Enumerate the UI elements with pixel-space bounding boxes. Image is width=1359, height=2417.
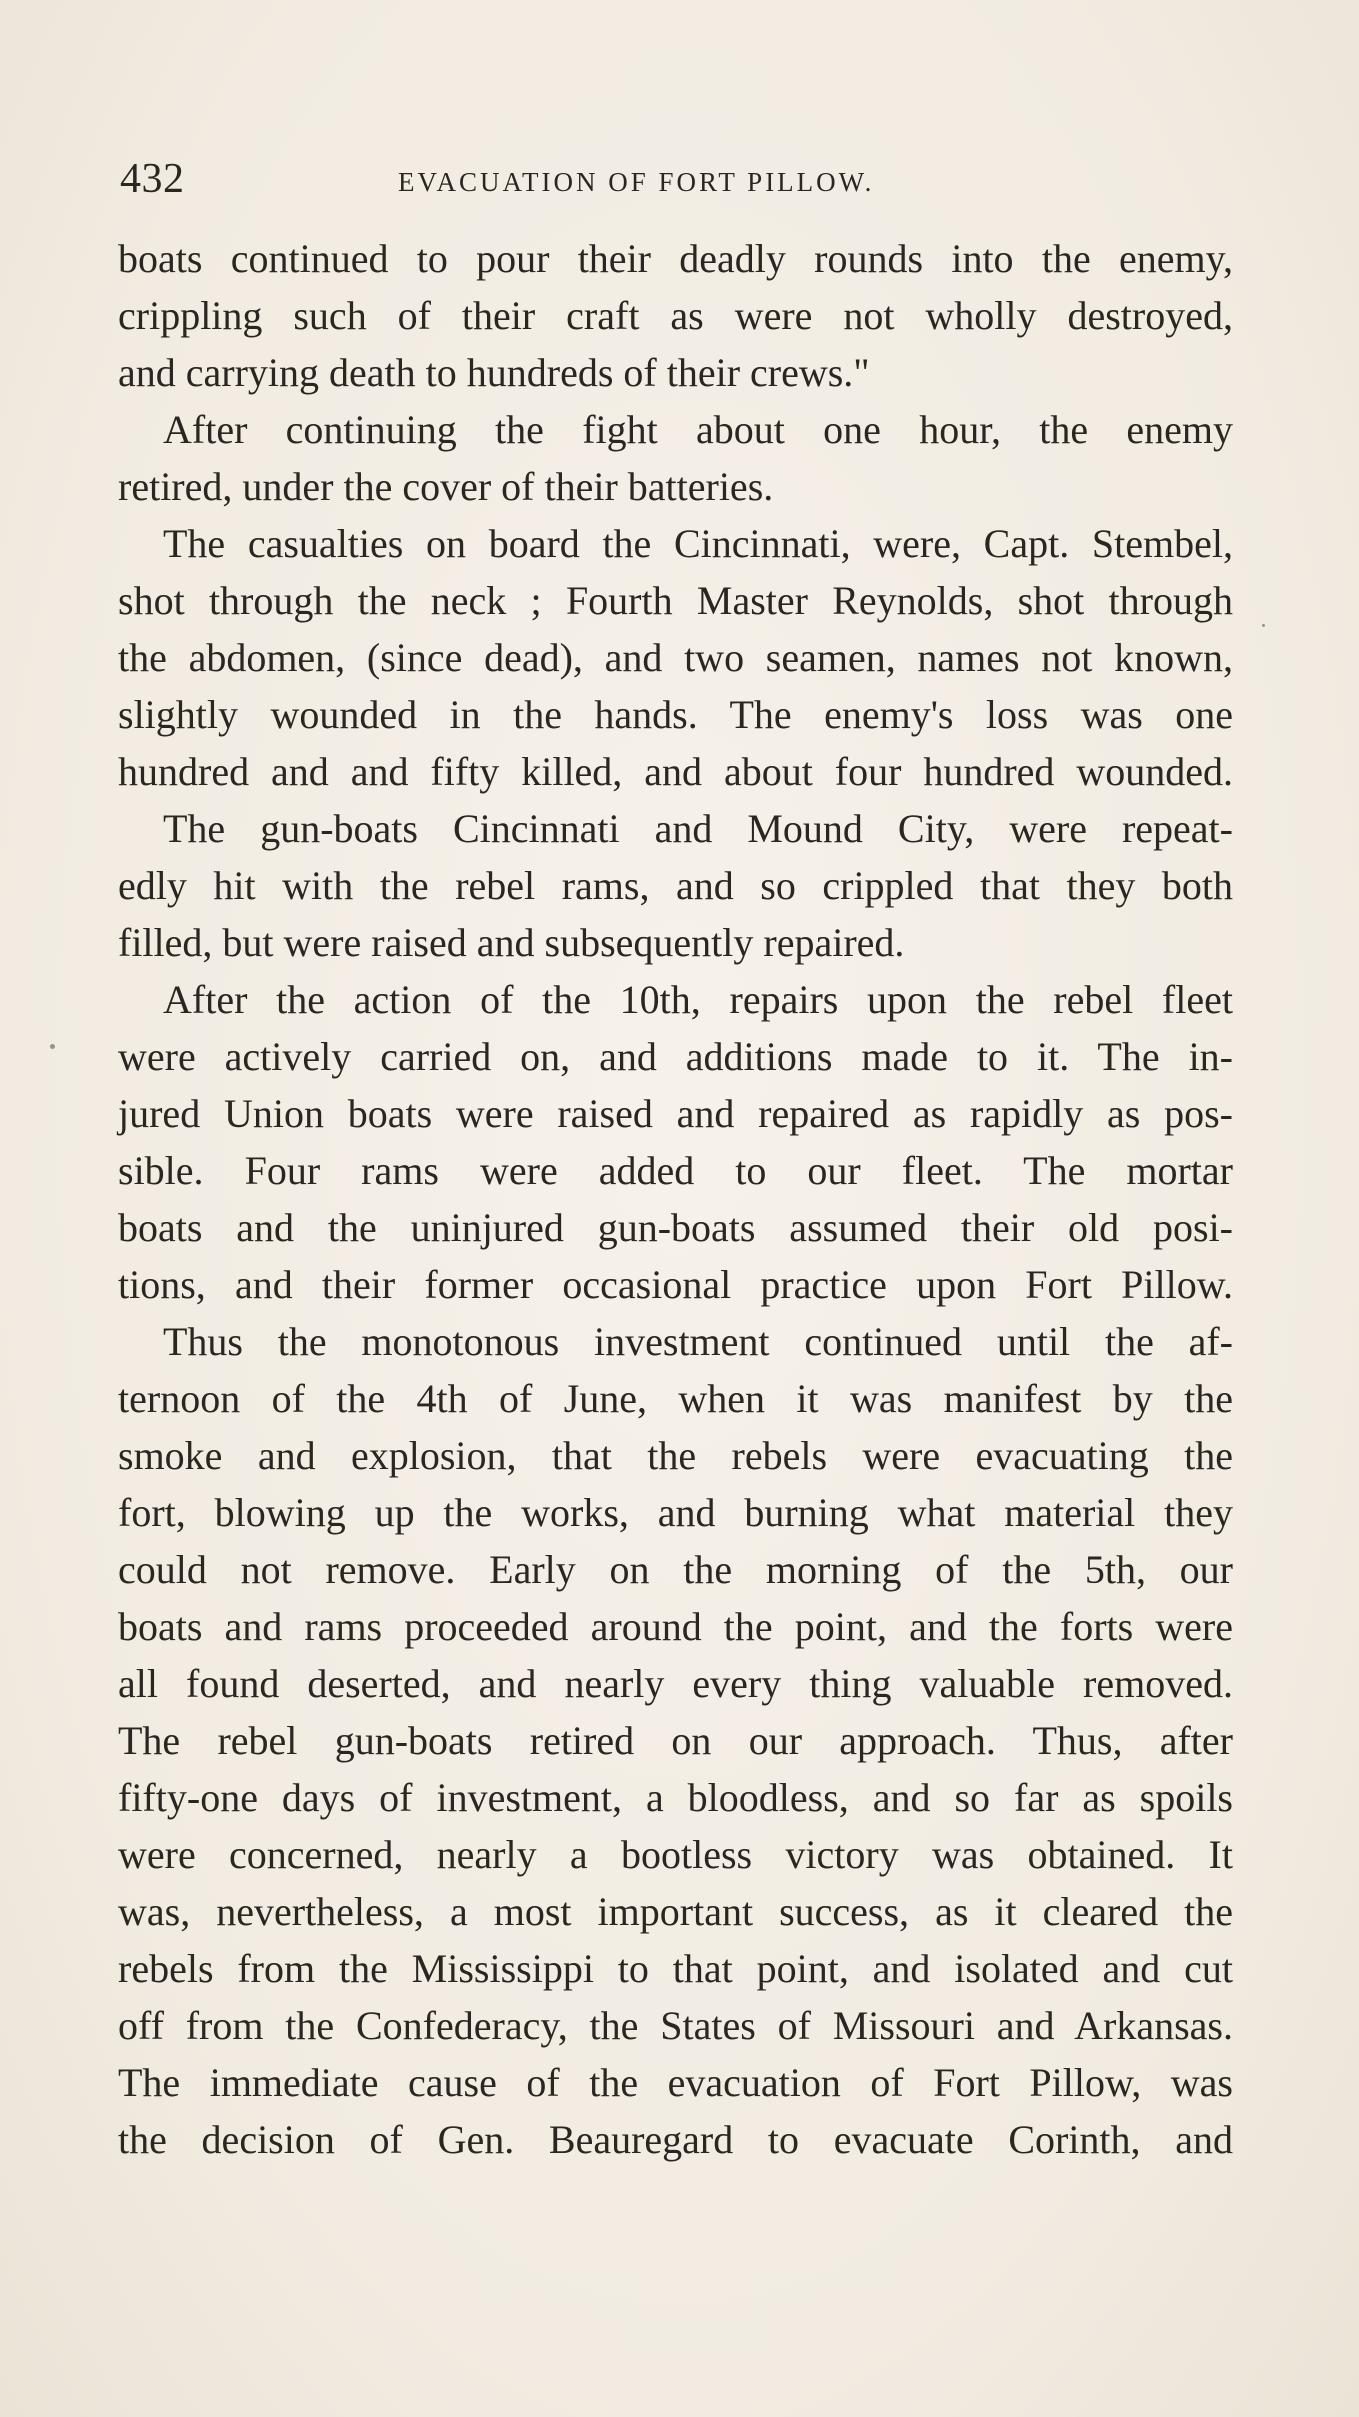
text-line: filled, but were raised and subsequently repaired. (118, 920, 905, 965)
text-line: off from the Confederacy, the States of Missouri and Arkansas. (118, 2003, 1233, 2048)
text-line: After the action of the 10th, repairs upon the rebel fleet (163, 977, 1233, 1022)
text-line: The rebel gun-boats retired on our approach. Thus, after (118, 1718, 1233, 1763)
text-line: tions, and their former occasional practice upon Fort Pillow. (118, 1262, 1233, 1307)
text-line: were concerned, nearly a bootless victory was obtained. It (118, 1832, 1233, 1877)
text-line: the abdomen, (since dead), and two seamen, names not known, (118, 635, 1233, 680)
text-line: The immediate cause of the evacuation of Fort Pillow, was (118, 2060, 1233, 2105)
text-line: shot through the neck ; Fourth Master Reynolds, shot through (118, 578, 1233, 623)
text-line: hundred and and fifty killed, and about four hundred wounded. (118, 749, 1233, 794)
text-line: was, nevertheless, a most important success, as it cleared the (118, 1889, 1233, 1934)
text-line: After continuing the fight about one hour, the enemy (163, 407, 1233, 452)
text-line: boats continued to pour their deadly rounds into the enemy, (118, 236, 1233, 281)
running-head: EVACUATION OF FORT PILLOW. (398, 167, 875, 197)
text-line: ternoon of the 4th of June, when it was manifest by the (118, 1376, 1233, 1421)
text-line: crippling such of their craft as were not wholly destroyed, (118, 293, 1233, 338)
text-line: rebels from the Mississippi to that point, and isolated and cut (118, 1946, 1233, 1991)
text-line: the decision of Gen. Beauregard to evacuate Corinth, and (118, 2117, 1233, 2162)
text-line: and carrying death to hundreds of their crews." (118, 350, 870, 395)
text-line: retired, under the cover of their batteries. (118, 464, 774, 509)
text-line: Thus the monotonous investment continued until the af- (163, 1319, 1233, 1364)
text-line: boats and the uninjured gun-boats assumed their old posi- (118, 1205, 1233, 1250)
page-number: 432 (120, 156, 185, 202)
text-line: fifty-one days of investment, a bloodless, and so far as spoils (118, 1775, 1233, 1820)
text-line: smoke and explosion, that the rebels were evacuating the (118, 1433, 1233, 1478)
paper-speck (50, 1044, 55, 1049)
page-header (120, 155, 1230, 215)
text-line: The gun-boats Cincinnati and Mound City, were repeat- (163, 806, 1233, 851)
text-line: fort, blowing up the works, and burning what material they (118, 1490, 1233, 1535)
text-line: sible. Four rams were added to our fleet. The mortar (118, 1148, 1233, 1193)
body-text (118, 230, 1233, 2168)
text-line: slightly wounded in the hands. The enemy's loss was one (118, 692, 1233, 737)
text-line: edly hit with the rebel rams, and so crippled that they both (118, 863, 1233, 908)
text-line: jured Union boats were raised and repaired as rapidly as pos- (118, 1091, 1233, 1136)
text-line: all found deserted, and nearly every thing valuable removed. (118, 1661, 1233, 1706)
text-line: could not remove. Early on the morning of the 5th, our (118, 1547, 1233, 1592)
text-line: The casualties on board the Cincinnati, were, Capt. Stembel, (163, 521, 1233, 566)
paper-speck (1262, 624, 1265, 627)
text-line: were actively carried on, and additions made to it. The in- (118, 1034, 1233, 1079)
text-line: boats and rams proceeded around the point, and the forts were (118, 1604, 1233, 1649)
